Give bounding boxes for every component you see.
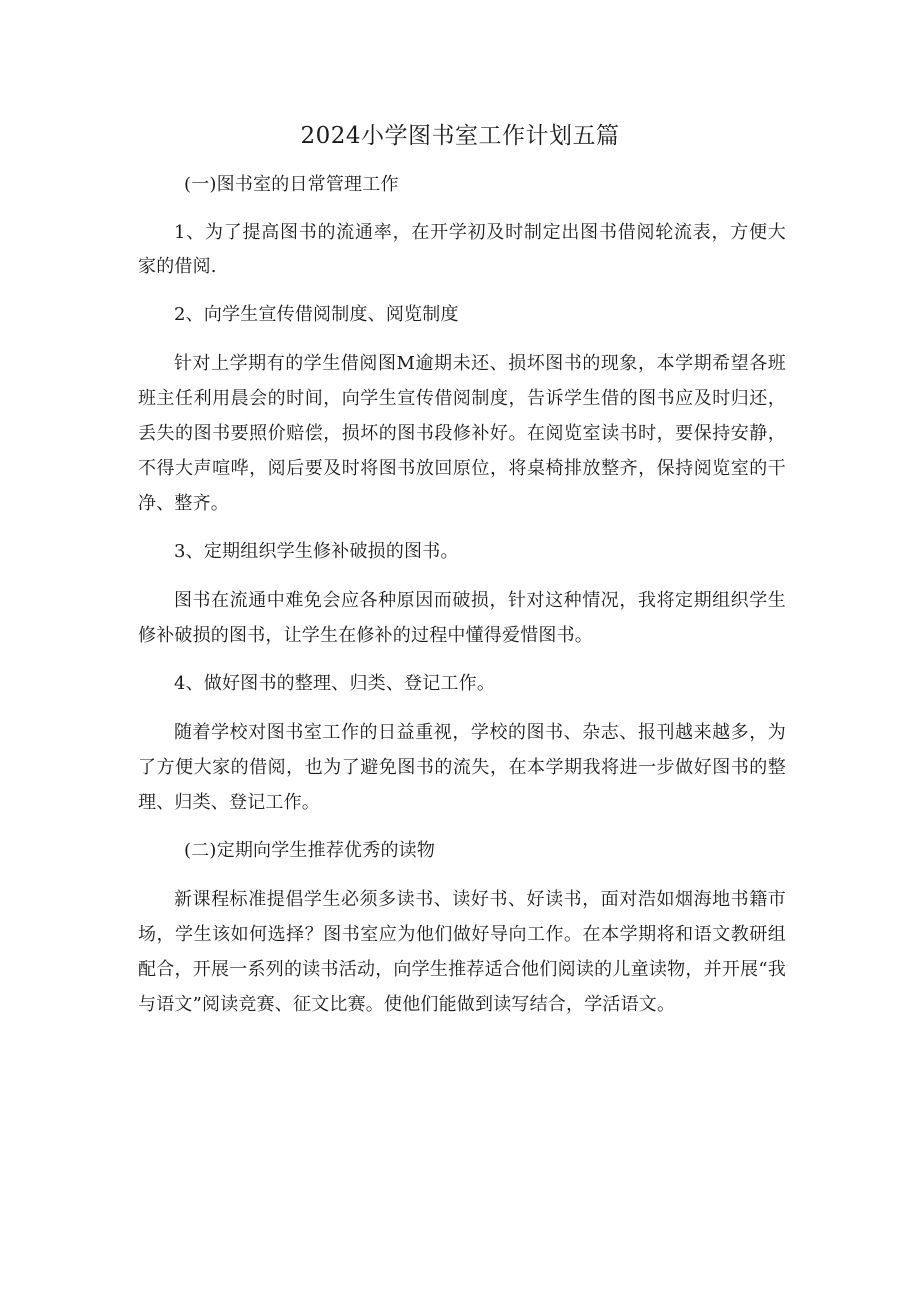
body-paragraph: 针对上学期有的学生借阅图M逾期未还、损坏图书的现象，本学期希望各班班主任利用晨会的时间，向学生宣传借阅制度，告诉学生借的图书应及时归还，丢失的图书要照价赔偿，损坏的图书段修补好。在阅览室读书时，要保持安静，不得大声喧哗，阅后要及时将图书放回原位，将桌椅排放整齐，保持阅览室的干净、整齐。 bbox=[138, 353, 786, 514]
document-body bbox=[138, 168, 786, 1036]
section-heading: (二)定期向学生推荐优秀的读物 bbox=[184, 840, 436, 861]
body-paragraph: 新课程标准提倡学生必须多读书、读好书、好读书，面对浩如烟海地书籍市场，学生该如何选择？图书室应为他们做好导向工作。在本学期将和语文教研组配合，开展一系列的读书活动，向学生推荐适合他们阅读的儿童读物，并开展“我与语文”阅读竞赛、征文比赛。使他们能做到读写结合，学活语文。 bbox=[138, 889, 786, 1015]
section-heading: (一)图书室的日常管理工作 bbox=[184, 174, 399, 195]
list-item: 2、向学生宣传借阅制度、阅览制度 bbox=[174, 304, 459, 325]
document-title: 2024小学图书室工作计划五篇 bbox=[300, 123, 620, 149]
list-item: 1、为了提高图书的流通率，在开学初及时制定出图书借阅轮流表，方便大家的借阅. bbox=[138, 222, 786, 277]
body-paragraph: 随着学校对图书室工作的日益重视，学校的图书、杂志、报刊越来越多，为了方便大家的借阅，也为了避免图书的流失，在本学期我将进一步做好图书的整理、归类、登记工作。 bbox=[138, 722, 786, 813]
list-item: 4、做好图书的整理、归类、登记工作。 bbox=[174, 673, 496, 694]
list-item: 3、定期组织学生修补破损的图书。 bbox=[174, 541, 459, 562]
body-paragraph: 图书在流通中难免会应各种原因而破损，针对这种情况，我将定期组织学生修补破损的图书，让学生在修补的过程中懂得爱惜图书。 bbox=[138, 590, 786, 646]
